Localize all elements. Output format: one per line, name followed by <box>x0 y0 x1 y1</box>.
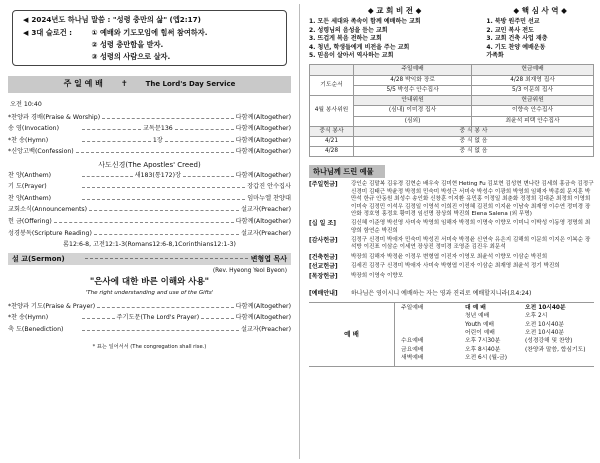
left-column <box>0 0 297 463</box>
schedule-row <box>401 347 594 355</box>
offering-category: [선교헌금] <box>309 263 338 271</box>
order-name: 송 영(Invocation) <box>8 125 59 133</box>
schedule-label: 예 배 <box>309 303 395 366</box>
order-mid: 새183(통172)장 <box>134 171 182 179</box>
service-title: 주 일 예 배 <box>63 79 103 89</box>
roster-cell: 4/28 최재영 집사 <box>472 75 594 85</box>
year-verse <box>23 15 280 25</box>
order-person: 설교자(Preacher) <box>240 229 291 237</box>
schedule-service: 청년 예배 <box>465 313 490 320</box>
order-person: 다함께(Altogether) <box>235 148 291 156</box>
order-name: 기 도(Prayer) <box>8 183 47 191</box>
schedule-row <box>401 338 594 346</box>
sermon-bar <box>8 253 291 265</box>
offering-row <box>309 254 594 262</box>
church-vision <box>309 6 480 60</box>
service-roster-table <box>309 64 594 157</box>
order-person: 임마누엘 찬양대 <box>247 194 291 202</box>
core-ministry <box>486 6 594 60</box>
order-item <box>8 137 291 149</box>
offering-names: 김정구 신경미 박애자 민숙미 박성진 서미숙 박정윤 신연숙 유은지 김해희 이문희 이지은 이복순 장석방 이진표 이삼순 이세연 장상진 정미경 조영준 김진우 최문석 <box>351 237 591 251</box>
vision-title: ◆ 교 회 비 전 ◆ <box>367 6 422 15</box>
worship-notice <box>309 290 594 298</box>
slogan-2: ② 성령 충만함을 받자. <box>91 39 164 49</box>
verse-text: "성령 충만의 삶" (엡2:17) <box>112 15 201 24</box>
roster-cell: 4/28 <box>310 147 354 157</box>
schedule-type <box>401 322 465 330</box>
schedule-time: 오전 10시40분 <box>525 329 564 336</box>
mission-item: 2. 교민 복사 전도 <box>486 26 534 34</box>
order-name: 찬 양(Anthem) <box>8 194 52 202</box>
verse-label: 2024년도 하나님 말씀 : <box>31 15 111 24</box>
offering-row <box>309 273 594 281</box>
schedule-service: 오전 6시 (월-금) <box>465 355 507 362</box>
schedule-service: 대 예 배 <box>465 304 486 311</box>
roster-label: 중식 봉사 <box>310 126 354 136</box>
order-name: 교회소식(Announcements) <box>8 206 88 214</box>
roster-header: 주일예배 <box>354 65 472 75</box>
roster-header: 중 식 봉 사 <box>354 126 594 136</box>
schedule-type: 새벽예배 <box>401 355 424 362</box>
schedule-time: (찬양과 말씀, 합심기도) <box>525 346 586 353</box>
order-person: 다함께(Altogether) <box>235 171 291 179</box>
vision-item: 2. 성령님의 음성을 듣는 교회 <box>309 26 388 34</box>
notice-label: [예배안내] <box>309 290 338 298</box>
column-divider <box>299 4 300 459</box>
slogan-block <box>23 28 280 61</box>
offering-list <box>309 181 594 280</box>
scripture-reference: 롬12:6-8, 고전12:1-3(Romans12:6-8,1Corinthians12:1-3) <box>63 241 236 249</box>
offering-names: 김세진 김정구 신경미 박애자 사미숙 박형엽 이진자 이삼순 최재영 최윤석 정기 박진희 <box>351 263 560 270</box>
order-person: 설교자(Preacher) <box>240 206 291 214</box>
offering-category: [감사헌금] <box>309 237 338 245</box>
roster-cell: (심내) 이미경 집사 <box>354 106 472 116</box>
vision-item: 3. 뜨겁게 복음 전하는 교회 <box>309 35 382 43</box>
vision-item: 5. 믿음이 살아서 역사하는 교회 <box>309 51 394 59</box>
order-person: 다함께(Altogether) <box>235 125 292 133</box>
schedule-service: Youth 예배 <box>465 321 494 328</box>
order-list-2 <box>8 172 291 242</box>
order-name: 축 도(Benediction) <box>8 325 64 333</box>
offering-names: 박장희 이영숙 이향모 <box>351 272 404 279</box>
order-mid: 교독문136 <box>142 125 173 133</box>
verse-slogan-box <box>12 10 287 66</box>
roster-cell: 최윤석 피택 안수집사 <box>472 116 594 126</box>
slogan-1: ① 예배와 기도모임에 힘써 참여하자. <box>91 27 208 37</box>
schedule-row <box>401 355 594 363</box>
schedule-service: 오후 7시30분 <box>465 338 501 345</box>
order-list-3 <box>8 303 291 338</box>
roster-header: 헌금위원 <box>472 96 594 106</box>
service-title-en: The Lord's Day Service <box>145 79 236 88</box>
offering-names: 강인순 김말복 김유경 김현순 배우숙 김미현 Heting Fu 김보현 김성현 변나란 김세희 홍금숙 김정구 신경미 김태근 박윤정 박정희 민숙미 박성근 서미숙 박성수 이광희 박영희 임해자 박종회 문지훈 박만석 한규 안동원 최성수 송인화 신창훈 이지환 유민홍 이정일 최춘화 정정희 김대준 최정희 이영희 이미숙 김정민 이석우 김정일 이영석 이희진 이영혜 김진희 이지윤 이남숙 최재영 이수연 정미경 장안화 정호영 홍정호 황미경 임선명 장상희 박진희 Elena Salena (외 무명) <box>351 181 594 217</box>
roster-cell: 중 식 없 음 <box>354 147 594 157</box>
order-name: *찬양과 경배(Praise & Worship) <box>8 113 101 121</box>
service-time: 오전 10:40 <box>10 100 42 108</box>
schedule-row <box>401 322 594 330</box>
order-name: 성경봉독(Scripture Reading) <box>8 229 92 237</box>
worship-schedule <box>309 302 594 367</box>
order-person: 장갑진 안수집사 <box>247 183 291 191</box>
order-mid: 1장 <box>152 136 163 144</box>
order-item <box>8 183 291 195</box>
offering-category: [건축헌금] <box>309 253 338 261</box>
sermon-preacher-en: (Rev. Hyeong Yeol Byeon) <box>212 267 287 274</box>
roster-label: 4월 봉사위원 <box>310 96 354 127</box>
rise-footnote: * 표는 일어서서 (The congregation shall rise.) <box>92 343 207 350</box>
sermon-preacher: 변형엽 목사 <box>250 254 287 263</box>
mission-item: 3. 교회 건축 사업 재충 <box>486 35 548 43</box>
triangle-icon: ◀ <box>23 28 29 37</box>
roster-header: 헌금예배 <box>472 65 594 75</box>
order-item <box>8 172 291 184</box>
order-mid: 주기도문(The Lord's Prayer) <box>116 314 200 322</box>
sermon-title-en: 'The right understanding and use of the Gifts' <box>85 289 214 296</box>
order-list-1 <box>8 114 291 160</box>
offering-row <box>309 181 594 218</box>
order-item <box>8 195 291 207</box>
roster-cell: 이향숙 안수집사 <box>472 106 594 116</box>
schedule-type: 수요예배 <box>401 338 424 345</box>
triangle-icon: ◀ <box>23 16 29 24</box>
schedule-service: 오후 8시40분 <box>465 346 501 353</box>
order-person: 다함께(Altogether) <box>235 314 292 322</box>
schedule-time: 오전 10시40분 <box>525 304 566 311</box>
schedule-type: 금요예배 <box>401 346 424 353</box>
schedule-time: 오후 2시 <box>525 313 548 320</box>
offering-names: 김신혜 이준영 박선영 사미숙 박영희 임해자 박정희 이명숙 이향모 이미니 이박성 이동영 정명희 최양희 함연순 박진희 <box>351 220 591 234</box>
order-item <box>8 148 291 160</box>
order-person: 다함께(Altogether) <box>235 113 291 121</box>
order-item <box>8 206 291 218</box>
roster-cell: 중 식 없 음 <box>354 136 594 146</box>
notice-text: 하나님은 영이시니 예배하는 자는 영과 진리로 예배할지니라(요4:24) <box>351 290 532 298</box>
order-item <box>8 314 291 326</box>
schedule-row <box>401 305 594 313</box>
order-name: *신앙고백(Confession) <box>8 148 74 156</box>
order-name: *찬 송(Hymn) <box>8 136 49 144</box>
order-name: *찬 송(Hymn) <box>8 314 49 322</box>
offering-names: 박장희 김해자 박정윤 이정우 변형엽 이진자 이영모 최윤석 이향모 이삼순 박진희 <box>351 253 548 260</box>
order-person: 다함께(Altogether) <box>235 302 291 310</box>
slogan-3: ③ 성령의 사람으로 살자. <box>91 51 171 61</box>
schedule-type: 주일예배 <box>401 304 424 311</box>
roster-cell: 4/28 박익화 장로 <box>354 75 472 85</box>
order-item <box>8 218 291 230</box>
order-item <box>8 230 291 242</box>
schedule-service: 어린이 예배 <box>465 329 495 336</box>
offering-category: [목장헌금] <box>309 272 338 280</box>
order-item <box>8 125 291 137</box>
order-item <box>8 114 291 126</box>
order-person: 다함께(Altogether) <box>235 136 291 144</box>
order-item <box>8 326 291 338</box>
offering-category: [주일헌금] <box>309 181 338 189</box>
creed: 사도신경(The Apostles' Creed) <box>98 160 201 169</box>
sermon-label: 설 교(Sermon) <box>12 254 65 263</box>
right-column <box>303 0 600 463</box>
order-item <box>8 303 291 315</box>
order-name: 헌 금(Offering) <box>8 218 52 225</box>
order-name: *찬양과 기도(Praise & Prayer) <box>8 302 96 310</box>
offering-row <box>309 237 594 252</box>
schedule-time: 오전 10시40분 <box>525 321 564 328</box>
order-person: 다함께(Altogether) <box>235 218 291 225</box>
offering-row <box>309 220 594 235</box>
order-person: 설교자(Preacher) <box>240 325 291 333</box>
roster-cell: 5/3 이문희 집사 <box>472 85 594 95</box>
roster-label: 기도순서 <box>310 75 354 95</box>
sermon-title: "은사에 대한 바른 이해와 사용" <box>89 277 210 288</box>
mission-title: ◆ 핵 심 사 역 ◆ <box>513 6 567 15</box>
order-name: 찬 양(Anthem) <box>8 171 52 179</box>
offering-section-title: 하나님께 드린 예물 <box>309 165 385 178</box>
schedule-time: (성경강해 및 찬양) <box>525 338 573 345</box>
schedule-row <box>401 313 594 321</box>
offering-row <box>309 263 594 271</box>
slogan-label: 3대 슬로건 : <box>31 27 73 37</box>
schedule-type <box>401 313 465 321</box>
mission-item: 가족화 <box>486 51 504 59</box>
service-title-bar <box>8 76 291 93</box>
vision-item: 1. 모든 세대와 족속이 함께 예배하는 교회 <box>309 18 421 26</box>
roster-cell: 5/5 박성수 안수집사 <box>354 85 472 95</box>
offering-category: [십 일 조] <box>309 220 337 228</box>
vision-item: 4. 청년, 학생들에게 비전을 주는 교회 <box>309 43 410 51</box>
cross-icon: ✝ <box>120 79 128 89</box>
roster-header: 안내위원 <box>354 96 472 106</box>
mission-item: 4. 기도 찬양 예배운동 <box>486 43 546 51</box>
roster-cell: 4/21 <box>310 136 354 146</box>
roster-cell: (심외) <box>354 116 472 126</box>
mission-item: 1. 북방 원주민 선교 <box>486 18 540 26</box>
